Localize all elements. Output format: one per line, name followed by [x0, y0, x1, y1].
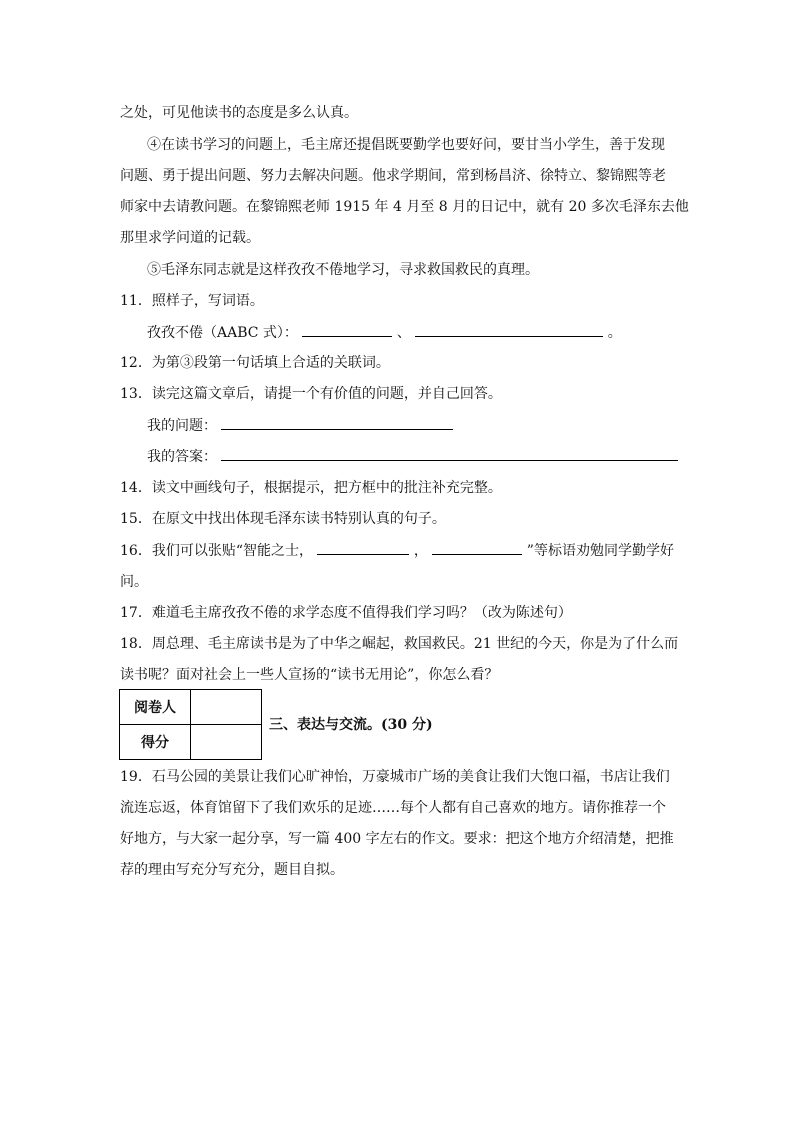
question-11-separator: 、	[396, 325, 411, 341]
answer-blank-13-question[interactable]	[221, 415, 453, 430]
section-title: 三、表达与交流。(30 分)	[269, 717, 433, 733]
paragraph-4-line-3: 师家中去请教问题。在黎锦熙老师 1915 年 4 月至 8 月的日记中，就有 20 多次毛泽东去他	[120, 199, 689, 215]
answer-blank-11-a[interactable]	[302, 322, 392, 337]
question-19-line-4: 荐的理由写充分写充分，题目自拟。	[120, 862, 344, 878]
question-12: 12．为第③段第一句话填上合适的关联词。	[120, 355, 390, 371]
question-15: 15．在原文中找出体现毛泽东读书特别认真的句子。	[120, 511, 446, 527]
question-16-suffix: ”等标语劝勉同学勤学好	[526, 543, 674, 559]
reviewer-label: 阅卷人	[120, 690, 191, 725]
question-11-example-row	[147, 322, 622, 343]
question-13-answer-label: 我的答案：	[147, 449, 217, 465]
answer-blank-16-a[interactable]	[317, 540, 409, 555]
answer-blank-11-b[interactable]	[415, 322, 603, 337]
paragraph-4-line-1: ④在读书学习的问题上，毛主席还提倡既要勤学也要好问，要甘当小学生，善于发现	[147, 137, 665, 153]
question-13-question-row	[147, 415, 453, 436]
score-cell[interactable]	[191, 725, 262, 760]
answer-blank-13-answer[interactable]	[221, 446, 678, 461]
question-18-line-1: 18．周总理、毛主席读书是为了中华之崛起，救国救民。21 世纪的今天，你是为了什么而	[120, 636, 679, 652]
paragraph-4-line-2: 问题、勇于提出问题、努力去解决问题。他求学期间，常到杨昌济、徐特立、黎锦熙等老	[120, 168, 666, 184]
reviewer-cell[interactable]	[191, 690, 262, 725]
score-label: 得分	[120, 725, 191, 760]
question-13-answer-row	[147, 446, 678, 467]
question-16-prefix: 16．我们可以张贴“智能之士，	[120, 543, 313, 559]
question-16-separator: ，	[413, 543, 428, 559]
question-19-line-1: 19．石马公园的美景让我们心旷神怡，万豪城市广场的美食让我们大饱口福，书店让我们	[120, 769, 670, 785]
question-19-line-3: 好地方，与大家一起分享，写一篇 400 字左右的作文。要求：把这个地方介绍清楚，把推	[120, 831, 674, 847]
answer-blank-16-b[interactable]	[432, 540, 522, 555]
paragraph-5: ⑤毛泽东同志就是这样孜孜不倦地学习，寻求救国救民的真理。	[147, 262, 539, 278]
question-14: 14．读文中画线句子，根据提示，把方框中的批注补充完整。	[120, 480, 502, 496]
question-11-end: 。	[607, 325, 622, 341]
question-11: 11．照样子，写词语。	[120, 293, 264, 309]
score-table	[119, 689, 262, 760]
paragraph-continuation: 之处，可见他读书的态度是多么认真。	[120, 105, 358, 121]
question-16-line-1	[120, 540, 674, 561]
paragraph-4-line-4: 那里求学问道的记载。	[120, 230, 260, 246]
question-19-line-2: 流连忘返，体育馆留下了我们欢乐的足迹……每个人都有自己喜欢的地方。请你推荐一个	[120, 800, 666, 816]
question-11-example-label: 孜孜不倦（AABC 式）：	[147, 325, 298, 341]
question-18-line-2: 读书呢？面对社会上一些人宣扬的“读书无用论”，你怎么看？	[120, 667, 499, 683]
question-17: 17．难道毛主席孜孜不倦的求学态度不值得我们学习吗？（改为陈述句）	[120, 605, 572, 621]
question-13: 13．读完这篇文章后，请提一个有价值的问题，并自己回答。	[120, 386, 502, 402]
question-16-line-2: 问。	[120, 574, 148, 590]
question-13-question-label: 我的问题：	[147, 418, 217, 434]
